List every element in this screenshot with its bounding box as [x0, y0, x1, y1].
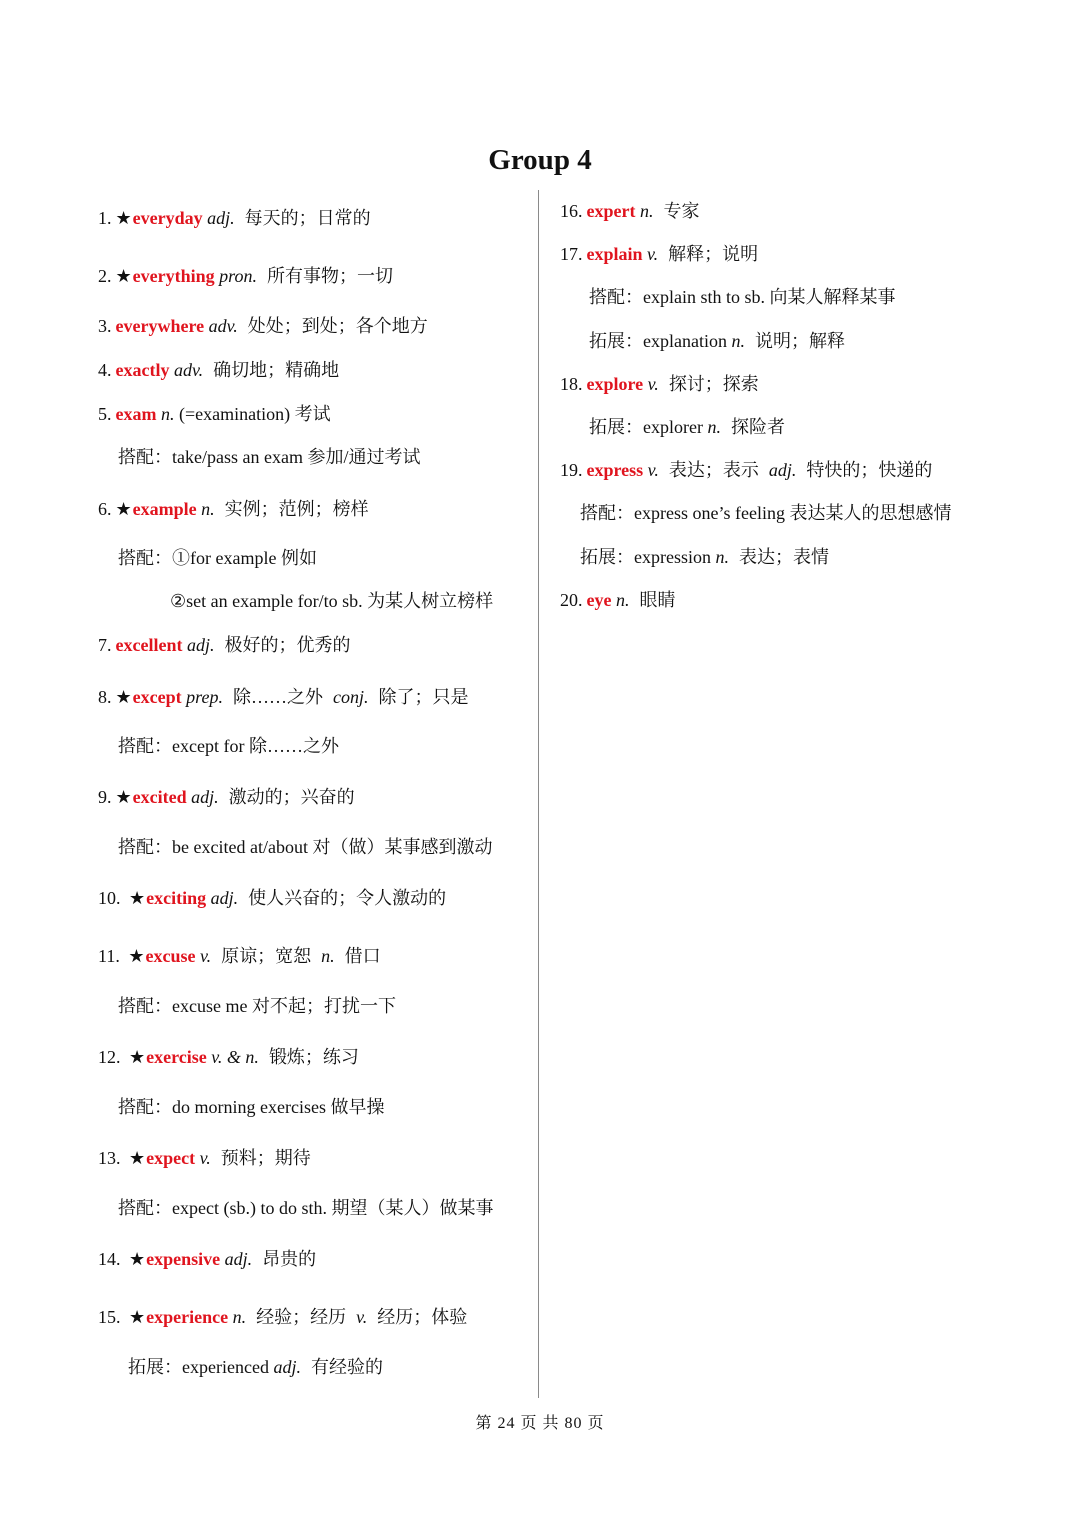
- entry-number: 4.: [98, 360, 112, 380]
- extension-label: 拓展：explanation: [589, 331, 727, 351]
- extension-note: [128, 1354, 383, 1380]
- extension-meaning: 探险者: [730, 417, 785, 437]
- entry-meaning: 处处；到处；各个地方: [247, 316, 428, 336]
- entry-word: expect: [146, 1148, 196, 1168]
- part-of-speech: n.: [201, 499, 215, 519]
- entry-meaning: 激动的；兴奋的: [228, 787, 355, 807]
- collocation-note: 搭配：take/pass an exam 参加/通过考试: [118, 447, 421, 467]
- entry-word: exactly: [115, 360, 170, 380]
- part-of-speech: v.: [199, 1148, 211, 1168]
- star-icon: ★: [129, 888, 146, 908]
- part-of-speech: v.: [356, 1307, 368, 1327]
- entry-meaning: (=examination) 考试: [178, 404, 331, 424]
- entry-number: 10.: [98, 888, 121, 908]
- entry-word: exciting: [146, 888, 207, 908]
- star-icon: ★: [129, 1047, 146, 1067]
- part-of-speech: n.: [160, 404, 175, 424]
- entry-word: everyday: [132, 208, 203, 228]
- star-icon: ★: [129, 1307, 146, 1327]
- entry-meaning: 锻炼；练习: [268, 1047, 359, 1067]
- part-of-speech: v.: [199, 946, 212, 966]
- vocab-entry: [560, 371, 759, 397]
- vocab-entry: [560, 198, 699, 224]
- part-of-speech: n.: [639, 201, 654, 221]
- part-of-speech: n.: [615, 590, 630, 610]
- entry-word: expensive: [146, 1249, 221, 1269]
- entry-number: 11.: [98, 946, 120, 966]
- star-icon: ★: [115, 208, 132, 228]
- part-of-speech: adv.: [173, 360, 204, 380]
- entry-number: 20.: [560, 590, 583, 610]
- vocab-entry: [560, 241, 758, 267]
- collocation-note: 搭配：excuse me 对不起；打扰一下: [118, 996, 396, 1016]
- entry-number: 12.: [98, 1047, 121, 1067]
- entry-meaning: 表达；表示: [668, 460, 759, 480]
- vocab-entry: [98, 313, 428, 339]
- star-icon: ★: [128, 946, 145, 966]
- star-icon: ★: [129, 1249, 146, 1269]
- part-of-speech: adj.: [224, 1249, 253, 1269]
- vocab-entry: [98, 1304, 467, 1330]
- vocab-entry: [98, 263, 393, 289]
- collocation-note: 搭配：do morning exercises 做早操: [118, 1097, 385, 1117]
- entry-number: 6.: [98, 499, 112, 519]
- entry-number: 13.: [98, 1148, 121, 1168]
- vocab-entry: [98, 1044, 359, 1070]
- entry-meaning: 预料；期待: [220, 1148, 311, 1168]
- extension-note: [580, 544, 829, 570]
- extension-label: 拓展：experienced: [128, 1357, 269, 1377]
- entry-number: 5.: [98, 404, 112, 424]
- entry-word: excited: [132, 787, 187, 807]
- part-of-speech: v.: [647, 374, 659, 394]
- part-of-speech: v. & n.: [211, 1047, 259, 1067]
- vocab-entry: [98, 357, 339, 383]
- extension-meaning: 有经验的: [310, 1357, 383, 1377]
- entry-word: exercise: [146, 1047, 207, 1067]
- entry-meaning: 经历；体验: [377, 1307, 468, 1327]
- collocation-note: 搭配：express one’s feeling 表达某人的思想感情: [580, 503, 952, 523]
- part-of-speech: prep.: [186, 687, 223, 707]
- star-icon: ★: [115, 499, 132, 519]
- extension-meaning: 表达；表情: [738, 547, 829, 567]
- collocation-note: 搭配：expect (sb.) to do sth. 期望（某人）做某事: [118, 1198, 494, 1218]
- part-of-speech: adj.: [191, 787, 219, 807]
- entry-meaning: 特快的；快递的: [806, 460, 933, 480]
- part-of-speech: v.: [647, 244, 659, 264]
- vocab-entry: [98, 1145, 311, 1171]
- entry-meaning: 确切地；精确地: [213, 360, 340, 380]
- vocab-entry: [98, 684, 468, 710]
- entry-word: explore: [586, 374, 644, 394]
- star-icon: ★: [115, 687, 132, 707]
- entry-meaning: 昂贵的: [262, 1249, 317, 1269]
- entry-meaning: 借口: [344, 946, 381, 966]
- part-of-speech: adj.: [768, 460, 797, 480]
- collocation-note: 搭配：except for 除……之外: [118, 736, 339, 756]
- entry-meaning: 专家: [663, 201, 700, 221]
- entry-number: 9.: [98, 787, 112, 807]
- entry-meaning: 探讨；探索: [668, 374, 759, 394]
- collocation-note: 搭配：explain sth to sb. 向某人解释某事: [589, 287, 896, 307]
- part-of-speech: n.: [707, 417, 721, 437]
- entry-number: 3.: [98, 316, 112, 336]
- vocab-entry: [98, 401, 331, 427]
- entry-meaning: 每天的；日常的: [244, 208, 371, 228]
- entry-word: excuse: [145, 946, 196, 966]
- vocab-entry: [98, 885, 446, 911]
- entry-number: 7.: [98, 635, 112, 655]
- entry-number: 16.: [560, 201, 583, 221]
- part-of-speech: v.: [647, 460, 659, 480]
- part-of-speech: adj.: [273, 1357, 301, 1377]
- entry-meaning: 使人兴奋的；令人激动的: [248, 888, 447, 908]
- entry-meaning: 原谅；宽恕: [221, 946, 312, 966]
- vocab-entry: [98, 205, 371, 231]
- entry-word: excellent: [115, 635, 183, 655]
- entry-word: except: [132, 687, 182, 707]
- part-of-speech: n.: [232, 1307, 247, 1327]
- vocab-entry: [98, 943, 381, 969]
- part-of-speech: n.: [321, 946, 335, 966]
- entry-word: explain: [586, 244, 643, 264]
- star-icon: ★: [129, 1148, 146, 1168]
- entry-number: 17.: [560, 244, 583, 264]
- entry-word: everywhere: [115, 316, 205, 336]
- part-of-speech: n.: [715, 547, 729, 567]
- entry-number: 18.: [560, 374, 583, 394]
- entry-number: 19.: [560, 460, 583, 480]
- column-divider: [538, 190, 539, 1398]
- page-title: Group 4: [488, 144, 592, 176]
- page-footer: 第 24 页 共 80 页: [475, 1415, 605, 1432]
- part-of-speech: adj.: [207, 208, 235, 228]
- vocab-entry: [560, 457, 932, 483]
- vocab-entry: [98, 784, 355, 810]
- entry-word: express: [586, 460, 644, 480]
- vocab-entry: [560, 587, 675, 613]
- vocab-entry: [98, 496, 369, 522]
- entry-word: exam: [115, 404, 157, 424]
- extension-label: 拓展：explorer: [589, 417, 703, 437]
- collocation-note: 搭配：be excited at/about 对（做）某事感到激动: [118, 837, 493, 857]
- entry-meaning: 所有事物；一切: [266, 266, 393, 286]
- vocab-entry: [98, 1246, 316, 1272]
- collocation-note: 搭配：①for example 例如: [118, 548, 317, 568]
- collocation-note: ②set an example for/to sb. 为某人树立榜样: [170, 591, 494, 611]
- entry-word: eye: [586, 590, 612, 610]
- part-of-speech: adj.: [210, 888, 239, 908]
- part-of-speech: n.: [731, 331, 745, 351]
- entry-meaning: 除……之外: [232, 687, 323, 707]
- entry-number: 8.: [98, 687, 112, 707]
- extension-note: [589, 328, 845, 354]
- entry-number: 2.: [98, 266, 112, 286]
- entry-meaning: 经验；经历: [256, 1307, 347, 1327]
- entry-word: experience: [146, 1307, 229, 1327]
- extension-meaning: 说明；解释: [754, 331, 845, 351]
- extension-label: 拓展：expression: [580, 547, 711, 567]
- entry-number: 1.: [98, 208, 112, 228]
- entry-meaning: 眼睛: [639, 590, 676, 610]
- entry-meaning: 极好的；优秀的: [224, 635, 351, 655]
- star-icon: ★: [115, 266, 132, 286]
- entry-word: expert: [586, 201, 636, 221]
- extension-note: [589, 414, 785, 440]
- part-of-speech: conj.: [332, 687, 369, 707]
- vocab-entry: [98, 632, 350, 658]
- entry-meaning: 实例；范例；榜样: [224, 499, 369, 519]
- entry-number: 15.: [98, 1307, 121, 1327]
- part-of-speech: adv.: [208, 316, 238, 336]
- entry-meaning: 除了；只是: [378, 687, 469, 707]
- entry-word: everything: [132, 266, 215, 286]
- star-icon: ★: [115, 787, 132, 807]
- entry-word: example: [132, 499, 197, 519]
- part-of-speech: pron.: [219, 266, 257, 286]
- part-of-speech: adj.: [186, 635, 215, 655]
- entry-meaning: 解释；说明: [668, 244, 759, 264]
- entry-number: 14.: [98, 1249, 121, 1269]
